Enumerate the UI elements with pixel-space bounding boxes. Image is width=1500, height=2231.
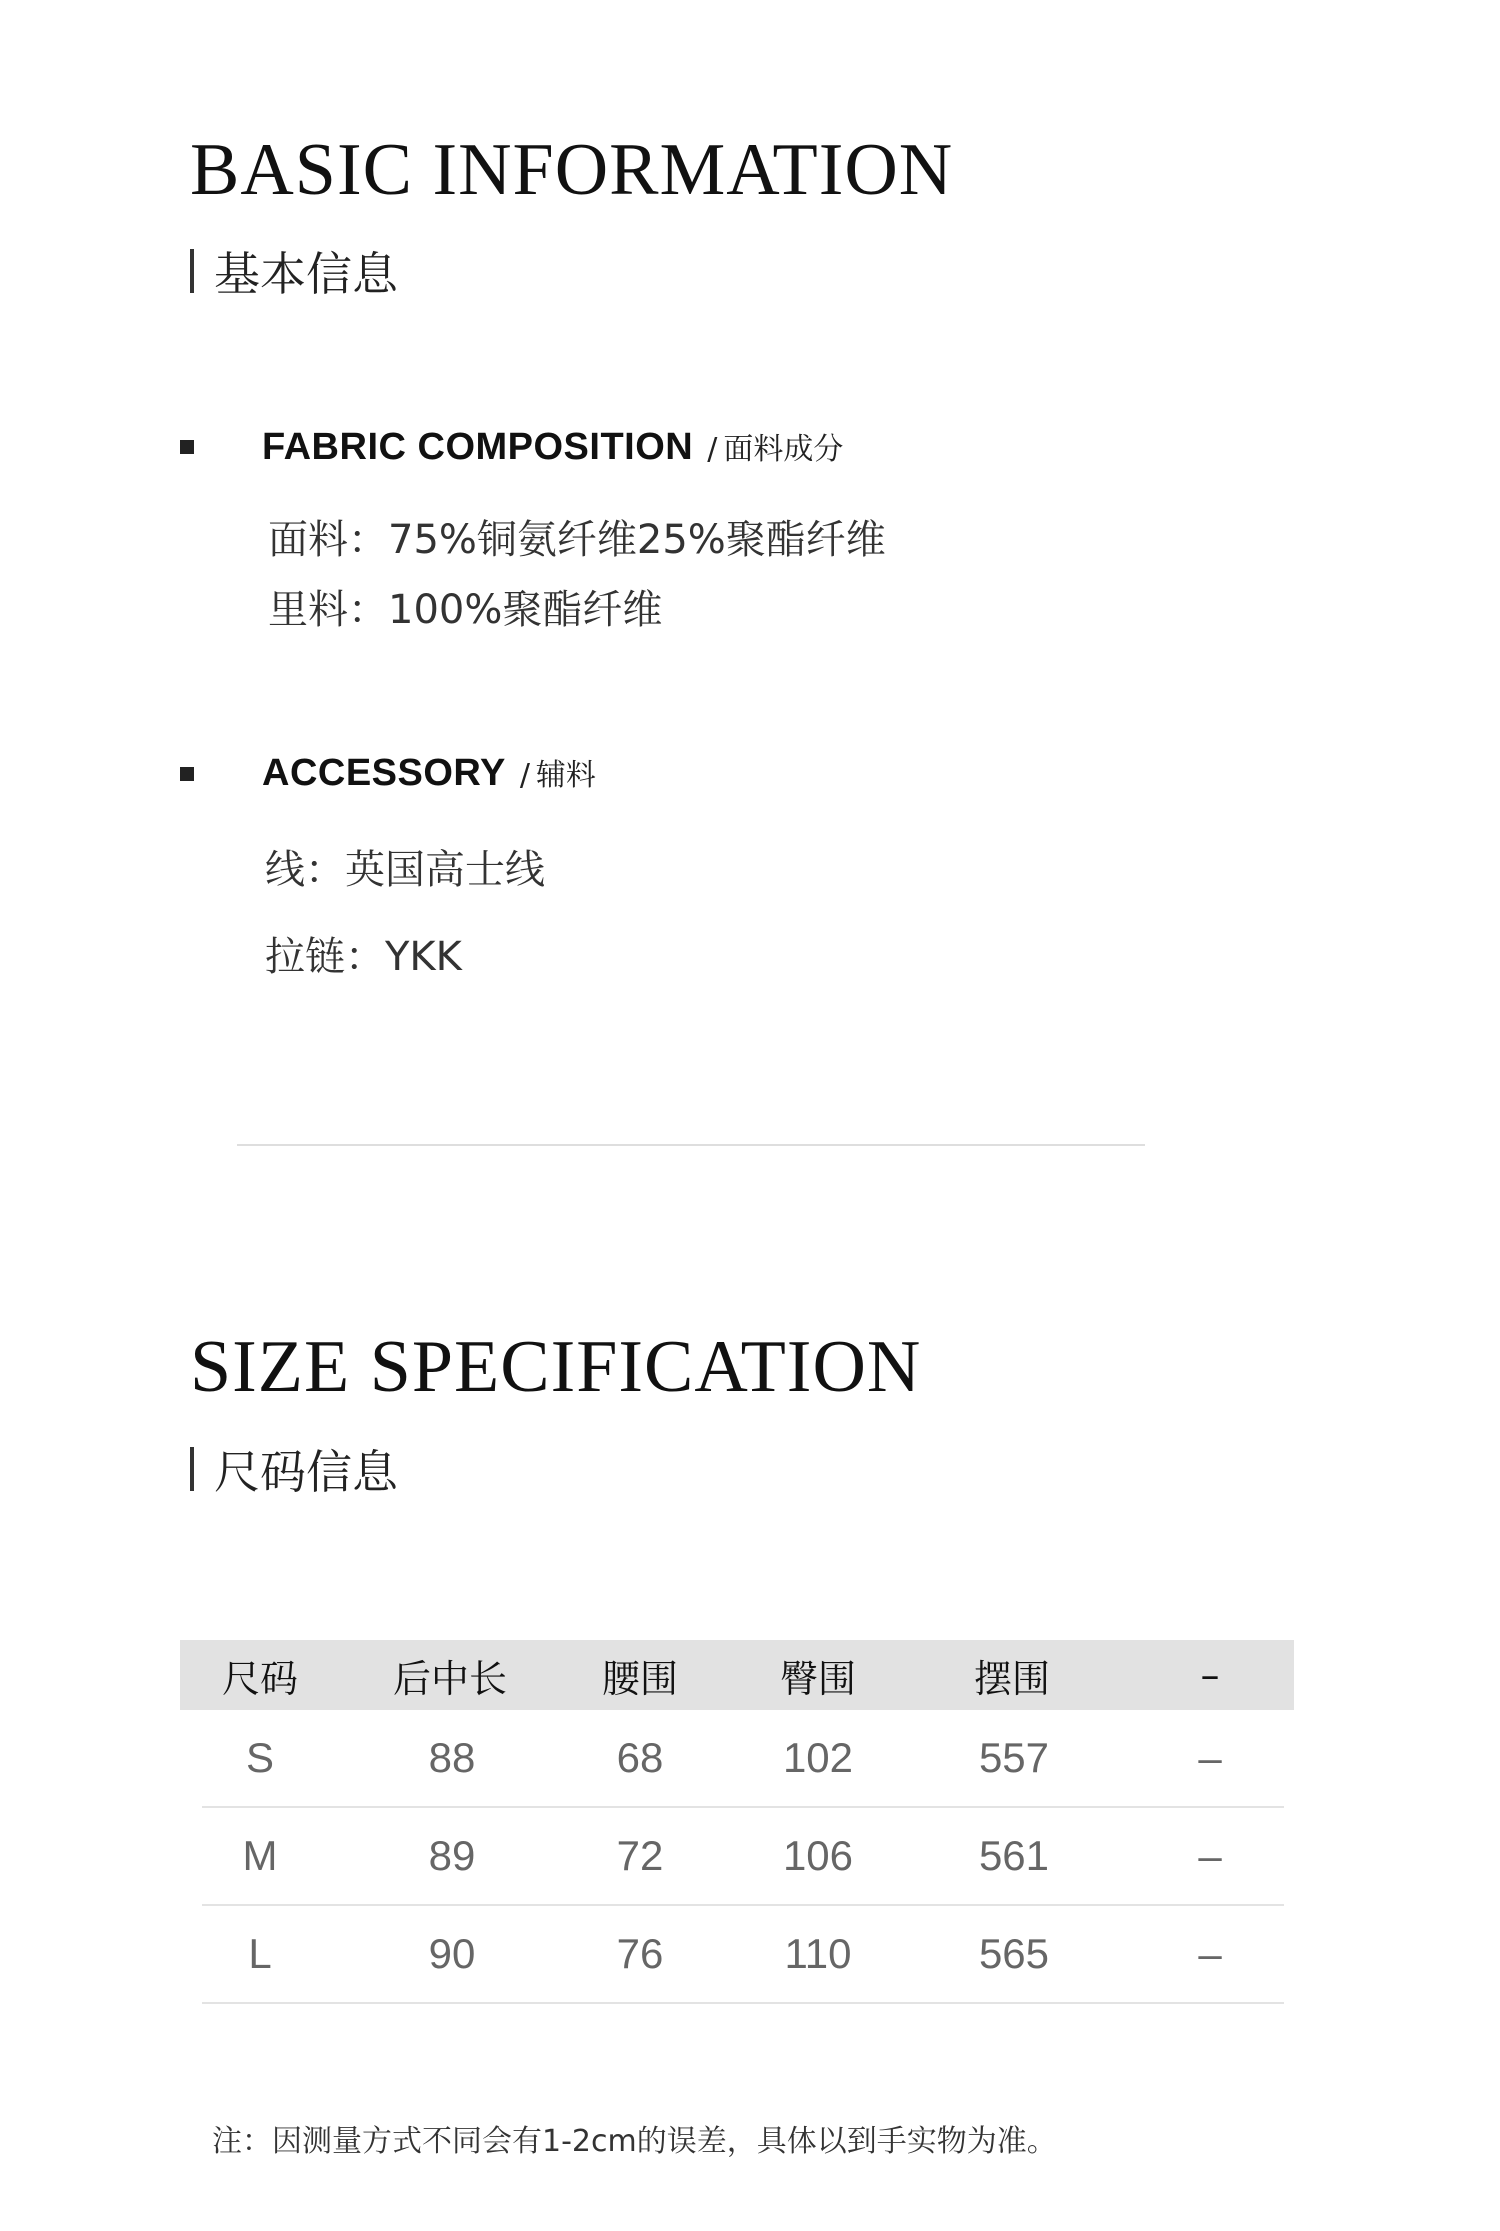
title-bar — [190, 249, 194, 293]
size-spec-title: SIZE SPECIFICATION — [190, 1326, 922, 1408]
cell-back-length: 89 — [428, 1832, 476, 1879]
table-header-row — [180, 1640, 1294, 1710]
cell-size: S — [245, 1734, 274, 1781]
fabric-heading — [262, 424, 843, 469]
cell-hem: 561 — [978, 1832, 1050, 1879]
cell-waist: 76 — [616, 1930, 664, 1977]
section-divider — [237, 1144, 1145, 1146]
section-bullet — [180, 767, 194, 781]
heading-separator: / — [707, 432, 718, 467]
fabric-line-lining: 里料：100%聚酯纤维 — [268, 587, 663, 633]
measurement-note: 注：因测量方式不同会有1-2cm的误差，具体以到手实物为准。 — [212, 2124, 1057, 2159]
header-waist: 腰围 — [601, 1656, 678, 1701]
fabric-heading-zh: 面料成分 — [723, 432, 844, 467]
table-row — [202, 1906, 1284, 2004]
title-bar — [190, 1447, 194, 1491]
accessory-heading-zh: 辅料 — [535, 758, 596, 793]
cell-waist: 68 — [616, 1734, 664, 1781]
basic-info-subtitle — [190, 238, 398, 304]
cell-waist: 72 — [616, 1832, 664, 1879]
fabric-heading-en: FABRIC COMPOSITION — [262, 426, 694, 468]
cell-extra: – — [1198, 1930, 1222, 1977]
accessory-heading-en: ACCESSORY — [262, 752, 506, 794]
header-hip: 臀围 — [779, 1656, 856, 1701]
table-row — [202, 1710, 1284, 1808]
cell-hem: 565 — [978, 1930, 1050, 1977]
header-extra: – — [1200, 1653, 1220, 1697]
cell-hem: 557 — [978, 1734, 1050, 1781]
heading-separator: / — [519, 758, 530, 793]
cell-back-length: 88 — [428, 1734, 476, 1781]
header-back-length: 后中长 — [392, 1656, 507, 1701]
header-size: 尺码 — [221, 1656, 298, 1701]
fabric-line-outer: 面料：75%铜氨纤维25%聚酯纤维 — [268, 517, 886, 563]
accessory-line-zipper: 拉链：YKK — [265, 934, 462, 980]
size-spec-subtitle-text: 尺码信息 — [214, 1445, 398, 1499]
basic-info-title: BASIC INFORMATION — [190, 129, 954, 211]
section-bullet — [180, 440, 194, 454]
accessory-line-thread: 线：英国高士线 — [265, 847, 545, 893]
basic-info-subtitle-text: 基本信息 — [214, 247, 398, 301]
size-spec-subtitle — [190, 1436, 398, 1502]
table-row — [202, 1808, 1284, 1906]
header-hem: 摆围 — [973, 1656, 1050, 1701]
cell-size: L — [248, 1930, 272, 1977]
cell-extra: – — [1198, 1832, 1222, 1879]
accessory-heading — [262, 750, 596, 795]
cell-size: M — [242, 1832, 278, 1879]
cell-hip: 110 — [784, 1930, 852, 1977]
cell-extra: – — [1198, 1734, 1222, 1781]
cell-hip: 106 — [782, 1832, 854, 1879]
cell-back-length: 90 — [428, 1930, 476, 1977]
cell-hip: 102 — [782, 1734, 854, 1781]
size-table — [180, 1640, 1294, 2004]
